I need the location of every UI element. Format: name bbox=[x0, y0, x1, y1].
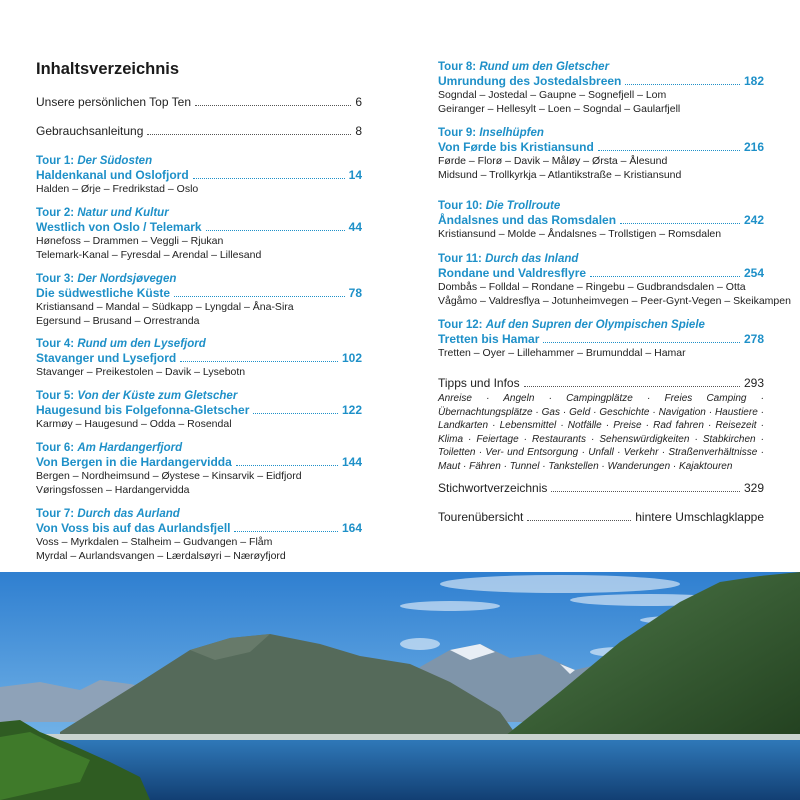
tour-number: Tour 5: bbox=[36, 390, 75, 402]
tour-page: 254 bbox=[743, 266, 764, 280]
tour-heading bbox=[36, 168, 362, 183]
tour-route: Vågåmo – Valdresflya – Jotunheimvegen – Peer-Gynt-Vegen – Skeikampen bbox=[438, 294, 791, 307]
tour-theme: Von der Küste zum Gletscher bbox=[77, 390, 238, 402]
tour-subtitle bbox=[36, 337, 362, 351]
tour-heading-label: Umrundung des Jostedalsbreen bbox=[438, 74, 622, 88]
tour-number: Tour 4: bbox=[36, 338, 75, 350]
tour-route: Førde – Florø – Davik – Måløy – Ørsta – Ålesund bbox=[438, 155, 668, 167]
tour-number: Tour 1: bbox=[36, 155, 75, 167]
leader-dots bbox=[551, 491, 740, 492]
tour-heading-label: Von Bergen in die Hardangervidda bbox=[36, 455, 232, 469]
leader-dots bbox=[543, 342, 740, 343]
tour-route: Vøringsfossen – Hardangervidda bbox=[36, 483, 190, 496]
tour-heading bbox=[438, 332, 764, 347]
tour-entry[interactable] bbox=[438, 199, 764, 242]
tour-route: Egersund – Brusand – Orrestranda bbox=[36, 314, 200, 327]
leader-dots bbox=[236, 465, 338, 466]
tour-entry[interactable] bbox=[36, 272, 362, 328]
tour-subtitle bbox=[36, 206, 362, 220]
tour-route: Dombås – Folldal – Rondane – Ringebu – Gudbrandsdalen – Otta bbox=[438, 281, 746, 293]
tour-theme: Auf den Supren der Olympischen Spiele bbox=[485, 319, 705, 331]
tour-number: Tour 7: bbox=[36, 508, 75, 520]
tips-label: Tipps und Infos bbox=[438, 376, 520, 390]
tour-heading bbox=[438, 74, 764, 89]
leader-dots bbox=[625, 84, 740, 85]
tour-page: 44 bbox=[348, 220, 362, 234]
tour-heading bbox=[36, 521, 362, 536]
tour-route: Geiranger – Hellesylt – Loen – Sogndal – Gaularfjell bbox=[438, 102, 681, 115]
tour-theme: Der Südosten bbox=[77, 155, 153, 167]
toc-entry-top-ten[interactable] bbox=[36, 95, 362, 109]
tour-heading bbox=[36, 403, 362, 418]
leader-dots bbox=[174, 296, 345, 297]
tour-theme: Am Hardangerfjord bbox=[77, 442, 183, 454]
tour-page: 182 bbox=[743, 74, 764, 88]
entry-label: Unsere persönlichen Top Ten bbox=[36, 95, 191, 109]
tour-heading-label: Stavanger und Lysefjord bbox=[36, 351, 177, 365]
tour-theme: Durch das Aurland bbox=[77, 508, 180, 520]
tips-section[interactable] bbox=[438, 376, 764, 473]
tour-entry[interactable] bbox=[36, 206, 362, 262]
tour-route: Halden – Ørje – Fredrikstad – Oslo bbox=[36, 183, 199, 195]
leader-dots bbox=[234, 531, 337, 532]
tour-route: Kristiansand – Mandal – Südkapp – Lyngdal – Åna-Sira bbox=[36, 301, 294, 313]
leader-dots bbox=[193, 178, 345, 179]
tour-subtitle bbox=[36, 441, 362, 455]
tour-route: Karmøy – Haugesund – Odda – Rosendal bbox=[36, 418, 232, 430]
tour-theme: Inselhüpfen bbox=[479, 127, 544, 139]
tips-page: 293 bbox=[743, 376, 764, 390]
tour-number: Tour 9: bbox=[438, 127, 477, 139]
tour-number: Tour 10: bbox=[438, 200, 483, 212]
tour-route: Kristiansund – Molde – Åndalsnes – Trollstigen – Romsdalen bbox=[438, 228, 722, 240]
fjord-illustration bbox=[0, 572, 800, 800]
tour-entry[interactable] bbox=[36, 441, 362, 497]
tour-heading-label: Rondane und Valdresflyre bbox=[438, 266, 587, 280]
entry-label: Stichwortverzeichnis bbox=[438, 481, 548, 495]
entry-label: Tourenübersicht bbox=[438, 510, 524, 524]
tour-number: Tour 12: bbox=[438, 319, 483, 331]
leader-dots bbox=[253, 413, 338, 414]
tour-page: 102 bbox=[341, 351, 362, 365]
entry-label: Gebrauchsanleitung bbox=[36, 124, 144, 138]
entry-page: 6 bbox=[355, 95, 362, 109]
tour-entry[interactable] bbox=[438, 318, 764, 361]
tour-route: Hønefoss – Drammen – Veggli – Rjukan bbox=[36, 235, 224, 247]
tour-route: Bergen – Nordheimsund – Øystese – Kinsarvik – Eidfjord bbox=[36, 470, 302, 482]
tour-theme: Natur und Kultur bbox=[77, 207, 169, 219]
tour-entry[interactable] bbox=[36, 154, 362, 197]
tour-subtitle bbox=[36, 389, 362, 403]
leader-dots bbox=[590, 276, 740, 277]
tour-heading-label: Tretten bis Hamar bbox=[438, 332, 540, 346]
tour-theme: Rund um den Lysefjord bbox=[77, 338, 206, 350]
page-title: Inhaltsverzeichnis bbox=[36, 60, 180, 78]
tour-heading bbox=[36, 351, 362, 366]
tour-heading bbox=[36, 286, 362, 301]
leader-dots bbox=[206, 230, 345, 231]
tour-number: Tour 2: bbox=[36, 207, 75, 219]
toc-entry-gebrauchsanleitung[interactable] bbox=[36, 124, 362, 138]
leader-dots bbox=[527, 520, 631, 521]
tour-route: Sogndal – Jostedal – Gaupne – Sognefjell – Lom bbox=[438, 89, 667, 101]
tour-page: 278 bbox=[743, 332, 764, 346]
tour-entry[interactable] bbox=[36, 337, 362, 380]
tour-page: 164 bbox=[341, 521, 362, 535]
tour-subtitle bbox=[438, 252, 764, 266]
tour-heading-label: Westlich von Oslo / Telemark bbox=[36, 220, 202, 234]
tour-page: 216 bbox=[743, 140, 764, 154]
tour-subtitle bbox=[36, 507, 362, 521]
tour-heading-label: Haugesund bis Folgefonna-Gletscher bbox=[36, 403, 250, 417]
tour-entry[interactable] bbox=[36, 389, 362, 432]
toc-entry-stichwortverzeichnis[interactable] bbox=[438, 481, 764, 495]
tour-route: Tretten – Oyer – Lillehammer – Brumunddal – Hamar bbox=[438, 347, 686, 359]
tour-theme: Rund um den Gletscher bbox=[479, 61, 610, 73]
tour-heading bbox=[36, 220, 362, 235]
tour-page: 242 bbox=[743, 213, 764, 227]
entry-page: hintere Umschlagklappe bbox=[635, 510, 764, 524]
leader-dots bbox=[147, 134, 351, 135]
leader-dots bbox=[195, 105, 351, 106]
tour-subtitle bbox=[438, 126, 764, 140]
tour-number: Tour 11: bbox=[438, 253, 482, 265]
tour-theme: Der Nordsjøvegen bbox=[77, 273, 177, 285]
tour-heading bbox=[36, 455, 362, 470]
tour-heading bbox=[438, 213, 764, 228]
tour-heading-label: Åndalsnes und das Romsdalen bbox=[438, 213, 617, 227]
tour-route: Telemark-Kanal – Fyresdal – Arendal – Lillesand bbox=[36, 248, 262, 261]
tour-heading-label: Von Voss bis auf das Aurlandsfjell bbox=[36, 521, 231, 535]
tour-heading bbox=[438, 266, 764, 281]
tour-theme: Durch das Inland bbox=[485, 253, 579, 265]
tour-number: Tour 8: bbox=[438, 61, 477, 73]
tour-route: Myrdal – Aurlandsvangen – Lærdalsøyri – Nærøyfjord bbox=[36, 549, 286, 562]
tour-heading-label: Von Førde bis Kristiansund bbox=[438, 140, 594, 154]
tour-page: 122 bbox=[341, 403, 362, 417]
tour-entry[interactable] bbox=[36, 507, 362, 563]
tour-subtitle bbox=[36, 272, 362, 286]
tour-heading bbox=[438, 140, 764, 155]
tour-subtitle bbox=[36, 154, 362, 168]
tour-entry[interactable] bbox=[438, 60, 764, 116]
entry-page: 329 bbox=[743, 481, 764, 495]
tour-subtitle bbox=[438, 318, 764, 332]
tour-number: Tour 3: bbox=[36, 273, 75, 285]
tour-subtitle bbox=[438, 60, 764, 74]
entry-page: 8 bbox=[355, 124, 362, 138]
tour-number: Tour 6: bbox=[36, 442, 75, 454]
leader-dots bbox=[620, 223, 740, 224]
tour-subtitle bbox=[438, 199, 764, 213]
tips-heading bbox=[438, 376, 764, 391]
tour-heading-label: Die südwestliche Küste bbox=[36, 286, 171, 300]
tour-entry[interactable] bbox=[438, 126, 764, 182]
tour-page: 14 bbox=[348, 168, 362, 182]
tour-route: Stavanger – Preikestolen – Davik – Lysebotn bbox=[36, 366, 246, 378]
leader-dots bbox=[524, 386, 740, 387]
tour-route: Voss – Myrkdalen – Stalheim – Gudvangen – Flåm bbox=[36, 536, 273, 548]
tour-entry[interactable] bbox=[438, 252, 791, 308]
tour-page: 144 bbox=[341, 455, 362, 469]
tour-theme: Die Trollroute bbox=[485, 200, 561, 212]
tips-topics: Anreise · Angeln · Campingplätze · Freies Camping · Übernachtungsplätze · Gas · Geld · Geschichte · Navigation · Haustiere · Landkarten · Lebensmittel · Notfälle · Preise · Rad fahren · Reisezeit · Klima · Feiertage · Restaurants · Sehenswürdigkeiten · Stabkirchen · Toiletten · Ver- und Entsorgung · Unfall · Verkehr · Straßenverhältnisse · Maut · Fähren · Tunnel · Tankstellen · Wanderungen · Kajaktouren bbox=[438, 393, 764, 472]
toc-entry-tourenuebersicht[interactable] bbox=[438, 510, 764, 524]
tour-heading-label: Haldenkanal und Oslofjord bbox=[36, 168, 189, 182]
tour-route: Midsund – Trollkyrkja – Atlantikstraße – Kristiansund bbox=[438, 168, 682, 181]
leader-dots bbox=[598, 150, 740, 151]
tour-page: 78 bbox=[348, 286, 362, 300]
fjord-landscape-photo bbox=[0, 572, 800, 800]
leader-dots bbox=[180, 361, 338, 362]
